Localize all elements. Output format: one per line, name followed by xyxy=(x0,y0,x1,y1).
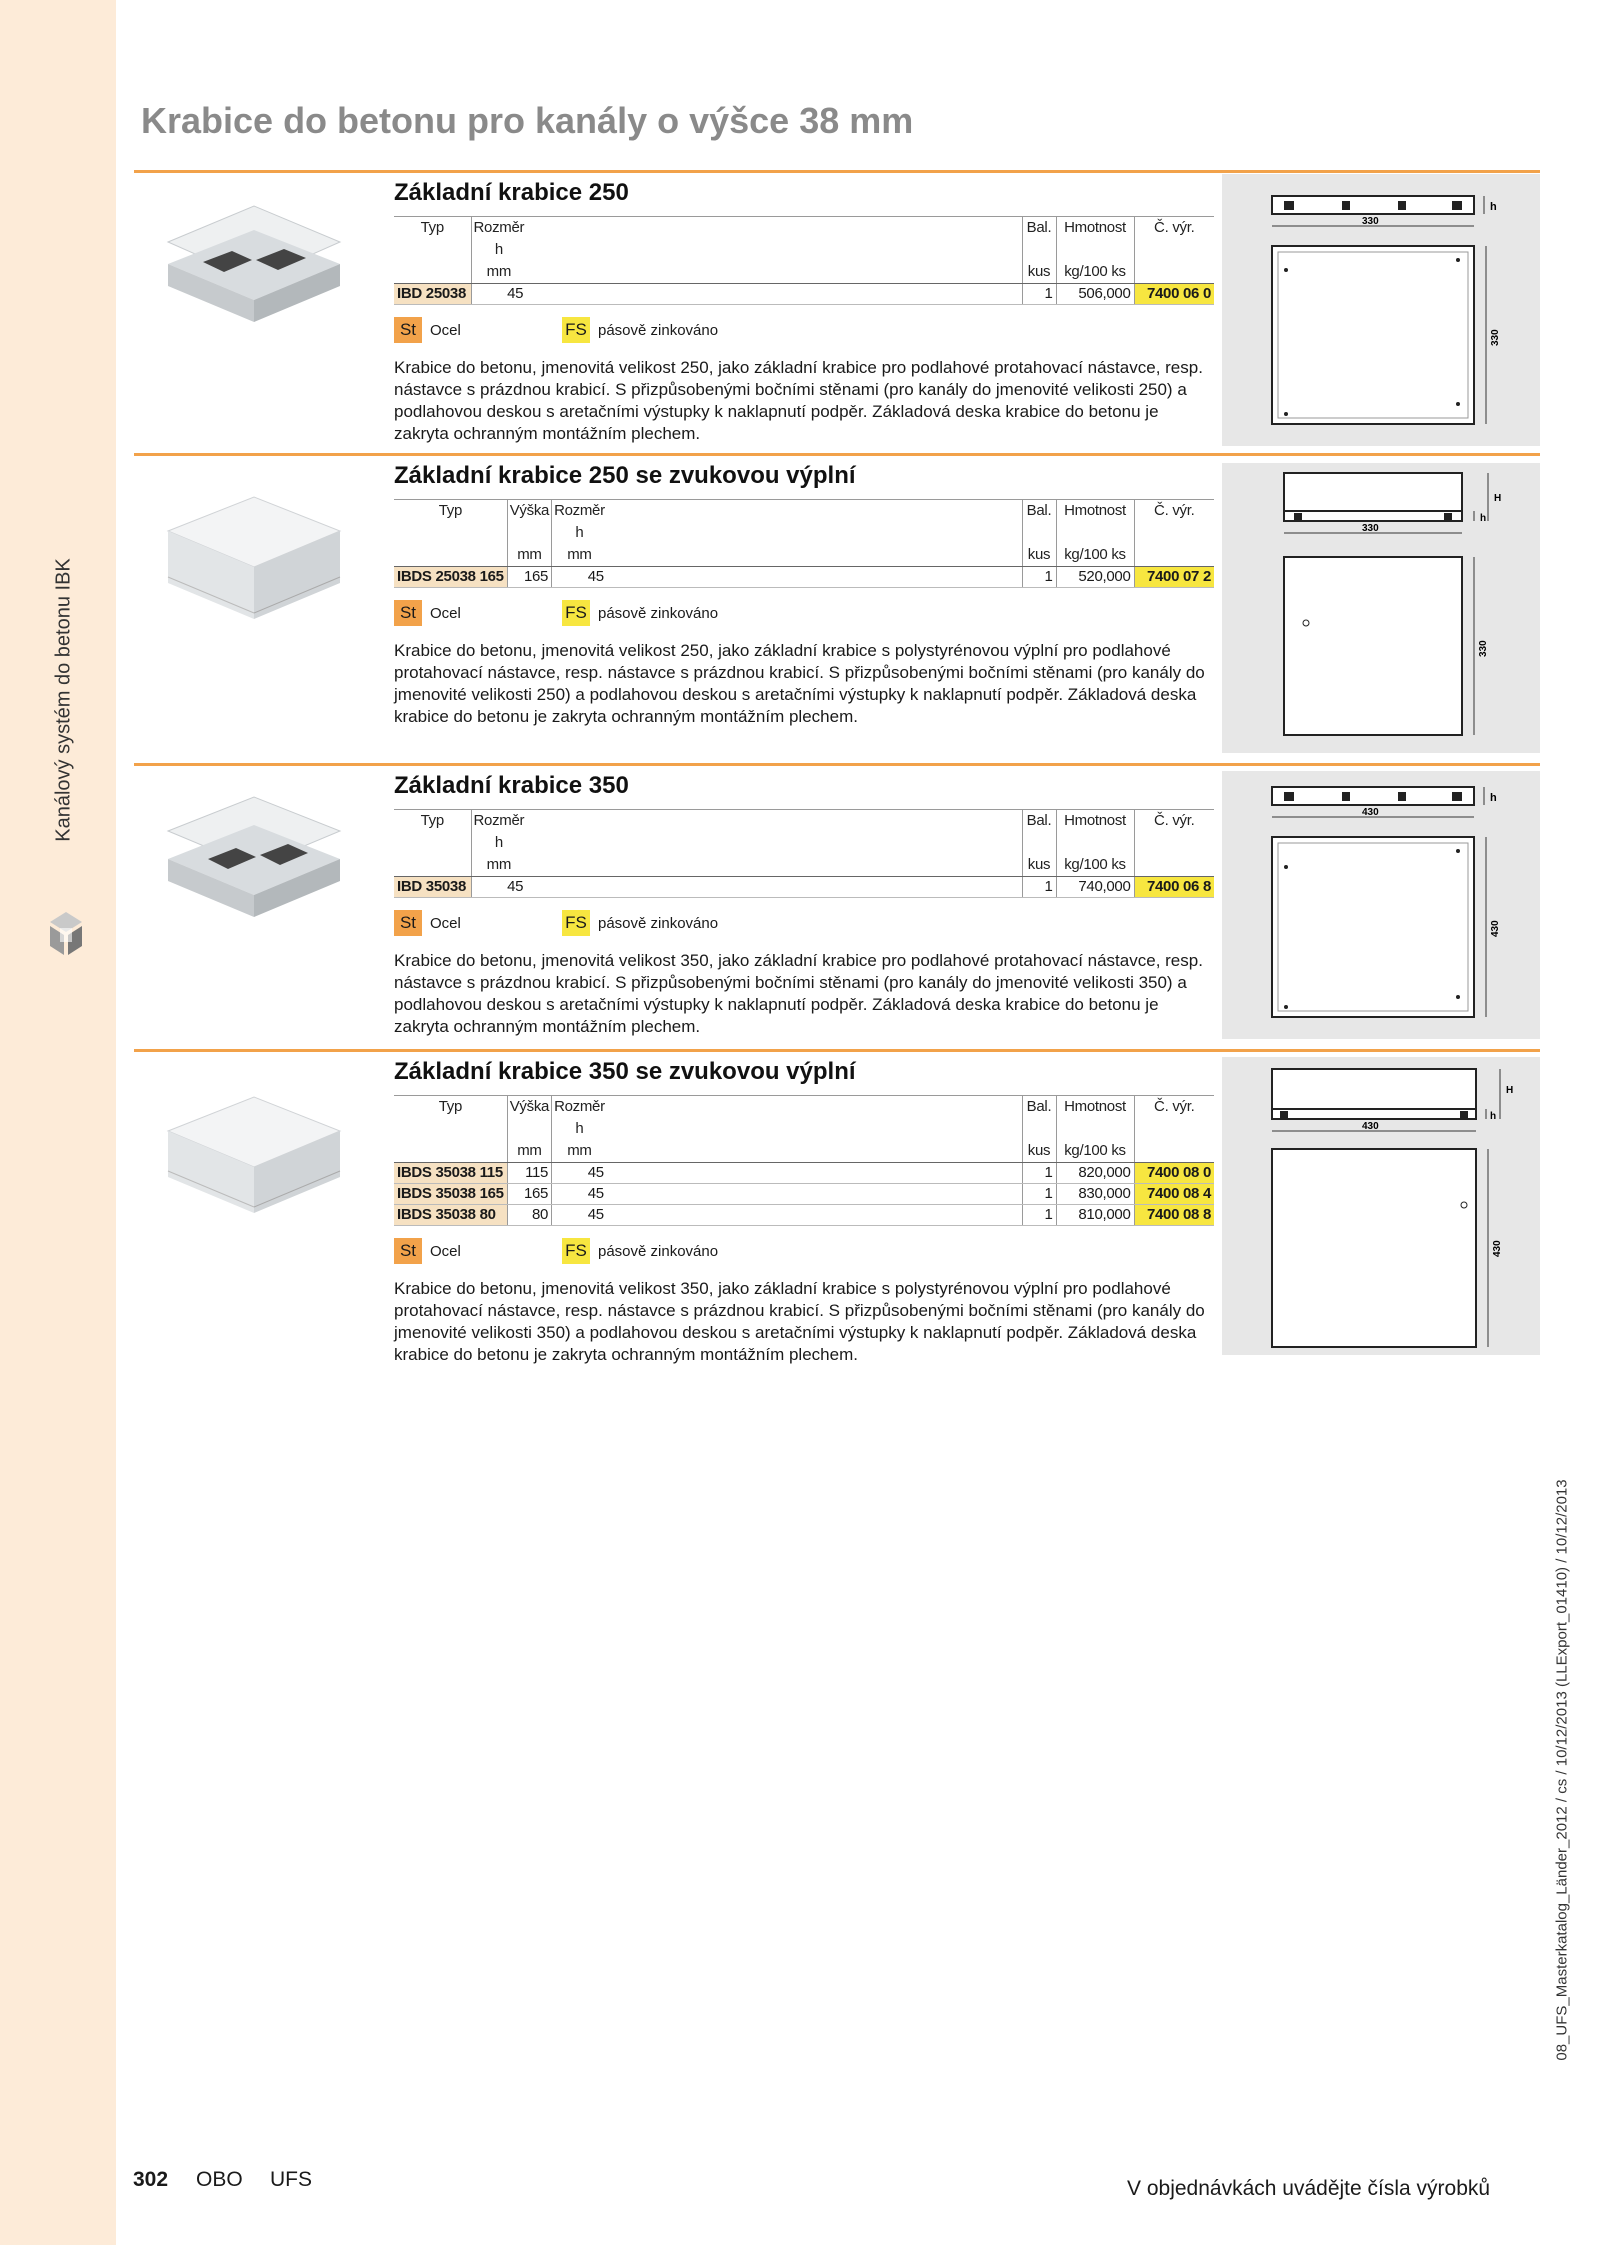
material-badge: St xyxy=(394,317,422,343)
cell-typ: IBD 35038 xyxy=(394,877,471,898)
section-title: Základní krabice 350 xyxy=(394,772,629,799)
col-header-vyska: Výška xyxy=(507,500,551,545)
section-separator xyxy=(134,170,1540,173)
dim-h-label: h xyxy=(1490,792,1497,804)
table-row xyxy=(394,1184,1214,1205)
dim-height-label: H xyxy=(1506,1085,1514,1096)
finish-label: pásově zinkováno xyxy=(598,321,719,339)
dim-h-label: h xyxy=(1490,1111,1497,1122)
cell-h: 45 xyxy=(471,284,526,305)
col-header-hmotnost: Hmotnost xyxy=(1056,1096,1134,1141)
cell-article-number: 7400 08 8 xyxy=(1134,1205,1214,1226)
col-header-cislo: Č. výr. xyxy=(1134,1096,1214,1141)
dim-width-label: 330 xyxy=(1362,523,1379,534)
section-content xyxy=(394,178,1214,445)
finish-badge: FS xyxy=(562,317,590,343)
col-header-bal: Bal. xyxy=(1022,500,1056,545)
section-content xyxy=(394,461,1214,728)
technical-drawing-ibds-25038 xyxy=(1222,463,1540,753)
unit-kg: kg/100 ks xyxy=(1056,544,1134,567)
material-info xyxy=(394,317,1214,347)
unit-kg: kg/100 ks xyxy=(1056,1140,1134,1163)
dim-depth-label: 330 xyxy=(1478,640,1489,657)
system-logo-icon xyxy=(46,910,86,960)
product-section-ibd-35038 xyxy=(134,763,1540,1049)
cell-h: 45 xyxy=(552,567,607,588)
spec-table xyxy=(394,499,1214,588)
unit-mm: mm xyxy=(507,1140,551,1163)
material-label: Ocel xyxy=(430,914,461,932)
product-section-ibds-25038 xyxy=(134,453,1540,763)
page-number: 302 xyxy=(133,2168,169,2191)
section-separator xyxy=(134,453,1540,456)
dim-width-label: 430 xyxy=(1362,807,1379,818)
dim-h-label: h xyxy=(1480,513,1487,524)
unit-mm: mm xyxy=(471,854,526,877)
cell-h: 45 xyxy=(471,877,526,898)
unit-kus: kus xyxy=(1022,261,1056,284)
technical-drawing-ibd-25038 xyxy=(1222,174,1540,446)
col-header-bal: Bal. xyxy=(1022,217,1056,262)
cell-vyska: 115 xyxy=(507,1163,551,1184)
cell-weight: 820,000 xyxy=(1056,1163,1134,1184)
material-badge: St xyxy=(394,600,422,626)
col-header-typ: Typ xyxy=(394,500,507,545)
finish-badge: FS xyxy=(562,910,590,936)
product-photo-ibds-25038 xyxy=(148,481,360,631)
col-header-rozmer: Rozměr h xyxy=(471,810,526,855)
cell-bal: 1 xyxy=(1022,1205,1056,1226)
finish-label: pásově zinkováno xyxy=(598,914,719,932)
cell-bal: 1 xyxy=(1022,284,1056,305)
footer-order-note: V objednávkách uvádějte čísla výrobků xyxy=(1127,2177,1491,2200)
cell-h: 45 xyxy=(552,1184,607,1205)
col-header-typ: Typ xyxy=(394,217,471,262)
material-info xyxy=(394,1238,1214,1268)
spec-table xyxy=(394,216,1214,305)
material-info xyxy=(394,910,1214,940)
cell-article-number: 7400 07 2 xyxy=(1134,567,1214,588)
unit-kg: kg/100 ks xyxy=(1056,261,1134,284)
dim-depth-label: 430 xyxy=(1492,1240,1503,1257)
col-header-hmotnost: Hmotnost xyxy=(1056,500,1134,545)
table-row xyxy=(394,1205,1214,1226)
material-label: Ocel xyxy=(430,604,461,622)
finish-label: pásově zinkováno xyxy=(598,1242,719,1260)
section-content xyxy=(394,1057,1214,1366)
section-title: Základní krabice 250 se zvukovou výplní xyxy=(394,462,856,489)
cell-bal: 1 xyxy=(1022,1184,1056,1205)
cell-article-number: 7400 08 0 xyxy=(1134,1163,1214,1184)
cell-weight: 830,000 xyxy=(1056,1184,1134,1205)
product-description: Krabice do betonu, jmenovitá velikost 350, jako základní krabice s polystyrénovou výplní pro podlahové protahovací nástavce, resp. nástavce s prázdnou krabicí. S přizpůsobenými bočními stěnami (pro kanály do jmenovité velikosti 350) a podlahovou deskou s aretačními výstupky k naklapnutí podpěr. Základová deska krabice do betonu je zakryta ochranným montážním plechem. xyxy=(394,1279,1205,1364)
col-header-hmotnost: Hmotnost xyxy=(1056,810,1134,855)
export-metadata: 08_UFS_Masterkatalog_Länder_2012 / cs / 10/12/2013 (LLExport_01410) / 10/12/2013 xyxy=(1553,1479,1571,2061)
cell-article-number: 7400 06 0 xyxy=(1134,284,1214,305)
cell-typ: IBD 25038 xyxy=(394,284,471,305)
unit-kus: kus xyxy=(1022,1140,1056,1163)
col-header-cislo: Č. výr. xyxy=(1134,217,1214,262)
unit-mm: mm xyxy=(507,544,551,567)
sidebar xyxy=(0,0,116,2245)
unit-kg: kg/100 ks xyxy=(1056,854,1134,877)
cell-article-number: 7400 06 8 xyxy=(1134,877,1214,898)
col-header-vyska: Výška xyxy=(507,1096,551,1141)
col-header-rozmer: Rozměr h xyxy=(471,217,526,262)
unit-mm: mm xyxy=(552,1140,607,1163)
cell-vyska: 80 xyxy=(507,1205,551,1226)
product-description: Krabice do betonu, jmenovitá velikost 250, jako základní krabice pro podlahové protahovací nástavce, resp. nástavce s prázdnou krabicí. S přizpůsobenými bočními stěnami (pro kanály do jmenovité velikosti 250) a podlahovou deskou s aretačními výstupky k naklapnutí podpěr. Základová deska krabice do betonu je zakryta ochranným montážním plechem. xyxy=(394,358,1203,443)
dim-width-label: 430 xyxy=(1362,1121,1379,1132)
unit-kus: kus xyxy=(1022,854,1056,877)
material-label: Ocel xyxy=(430,1242,461,1260)
dim-h-label: h xyxy=(1490,201,1497,213)
cell-typ: IBDS 25038 165 xyxy=(394,567,507,588)
col-header-typ: Typ xyxy=(394,1096,507,1141)
cell-weight: 810,000 xyxy=(1056,1205,1134,1226)
material-info xyxy=(394,600,1214,630)
finish-label: pásově zinkováno xyxy=(598,604,719,622)
table-row xyxy=(394,1163,1214,1184)
col-header-cislo: Č. výr. xyxy=(1134,810,1214,855)
spec-table xyxy=(394,809,1214,898)
spec-table xyxy=(394,1095,1214,1226)
cell-bal: 1 xyxy=(1022,1163,1056,1184)
cell-bal: 1 xyxy=(1022,567,1056,588)
cell-typ: IBDS 35038 115 xyxy=(394,1163,507,1184)
cell-typ: IBDS 35038 80 xyxy=(394,1205,507,1226)
product-section-ibds-35038 xyxy=(134,1049,1540,1409)
finish-badge: FS xyxy=(562,600,590,626)
section-title: Základní krabice 250 xyxy=(394,179,629,206)
material-label: Ocel xyxy=(430,321,461,339)
section-separator xyxy=(134,1049,1540,1052)
col-header-rozmer: Rozměr h xyxy=(552,1096,607,1141)
cell-bal: 1 xyxy=(1022,877,1056,898)
cell-h: 45 xyxy=(552,1163,607,1184)
product-description: Krabice do betonu, jmenovitá velikost 350, jako základní krabice pro podlahové protahovací nástavce, resp. nástavce s prázdnou krabicí. S přizpůsobenými bočními stěnami (pro kanály do jmenovité velikosti 350) a podlahovou deskou s aretačními výstupky k naklapnutí podpěr. Základová deska krabice do betonu je zakryta ochranným montážním plechem. xyxy=(394,951,1203,1036)
finish-badge: FS xyxy=(562,1238,590,1264)
table-row xyxy=(394,567,1214,588)
material-badge: St xyxy=(394,1238,422,1264)
dim-depth-label: 430 xyxy=(1490,920,1501,937)
section-content xyxy=(394,771,1214,1038)
col-header-cislo: Č. výr. xyxy=(1134,500,1214,545)
col-header-rozmer: Rozměr h xyxy=(552,500,607,545)
unit-kus: kus xyxy=(1022,544,1056,567)
cell-vyska: 165 xyxy=(507,567,551,588)
product-photo-ibd-25038 xyxy=(148,184,360,334)
cell-weight: 520,000 xyxy=(1056,567,1134,588)
technical-drawing-ibds-35038 xyxy=(1222,1057,1540,1355)
dim-width-label: 330 xyxy=(1362,216,1379,227)
unit-mm: mm xyxy=(552,544,607,567)
section-title: Základní krabice 350 se zvukovou výplní xyxy=(394,1058,856,1085)
table-row xyxy=(394,877,1214,898)
page-title: Krabice do betonu pro kanály o výšce 38 mm xyxy=(141,100,914,141)
col-header-bal: Bal. xyxy=(1022,810,1056,855)
col-header-typ: Typ xyxy=(394,810,471,855)
product-photo-ibd-35038 xyxy=(148,783,360,933)
dim-depth-label: 330 xyxy=(1490,329,1501,346)
cell-vyska: 165 xyxy=(507,1184,551,1205)
cell-typ: IBDS 35038 165 xyxy=(394,1184,507,1205)
product-photo-ibds-35038 xyxy=(148,1083,360,1233)
technical-drawing-ibd-35038 xyxy=(1222,771,1540,1039)
product-description: Krabice do betonu, jmenovitá velikost 250, jako základní krabice s polystyrénovou výplní pro podlahové protahovací nástavce, resp. nástavce s prázdnou krabicí. S přizpůsobenými bočními stěnami (pro kanály do jmenovité velikosti 250) a podlahovou deskou s aretačními výstupky k naklapnutí podpěr. Základová deska krabice do betonu je zakryta ochranným montážním plechem. xyxy=(394,641,1205,726)
cell-h: 45 xyxy=(552,1205,607,1226)
unit-mm: mm xyxy=(471,261,526,284)
footer-division: UFS xyxy=(270,2168,312,2191)
product-section-ibd-25038 xyxy=(134,170,1540,453)
material-badge: St xyxy=(394,910,422,936)
col-header-hmotnost: Hmotnost xyxy=(1056,217,1134,262)
cell-weight: 506,000 xyxy=(1056,284,1134,305)
col-header-bal: Bal. xyxy=(1022,1096,1056,1141)
table-row xyxy=(394,284,1214,305)
section-separator xyxy=(134,763,1540,766)
cell-article-number: 7400 08 4 xyxy=(1134,1184,1214,1205)
sidebar-section-label: Kanálový systém do betonu IBK xyxy=(52,558,75,842)
cell-weight: 740,000 xyxy=(1056,877,1134,898)
footer-brand: OBO xyxy=(196,2168,243,2191)
dim-height-label: H xyxy=(1494,493,1502,504)
